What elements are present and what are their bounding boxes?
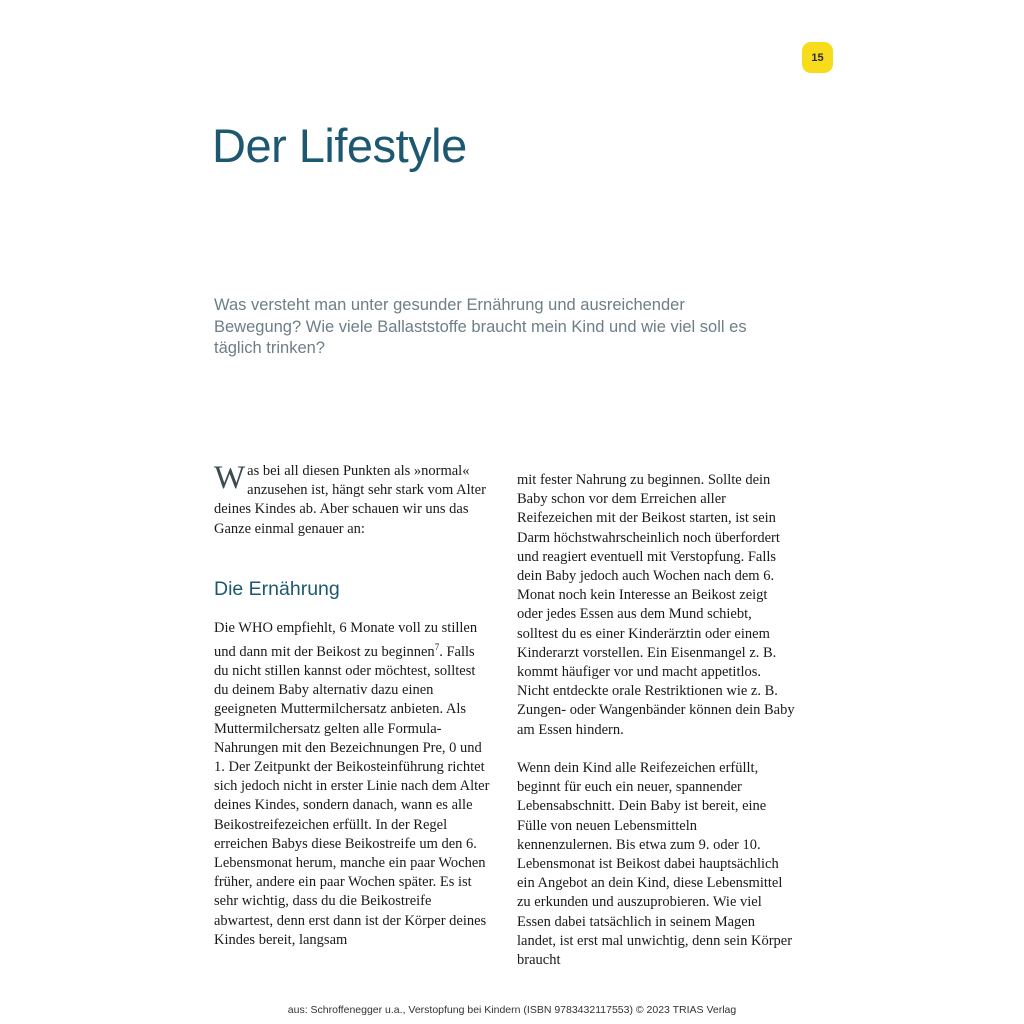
chapter-title: Der Lifestyle xyxy=(212,119,467,172)
chapter-intro: Was versteht man unter gesunder Ernährung und ausreichender Bewegung? Wie viele Ballaststoffe braucht mein Kind und wie viel soll es täglich trinken? xyxy=(214,296,747,357)
opening-paragraph xyxy=(214,462,492,539)
section-paragraph xyxy=(214,619,492,950)
source-footer: aus: Schroffenegger u.a., Verstopfung bei Kindern (ISBN 9783432117553) © 2023 TRIAS Verlag xyxy=(287,1004,737,1016)
left-column xyxy=(214,462,492,950)
right-column xyxy=(517,471,795,970)
section-text-start: Die WHO empfiehlt, 6 Monate voll zu stillen und dann mit der Beikost zu beginnen xyxy=(214,619,478,660)
page-number-badge: 15 xyxy=(802,42,833,73)
section-text-end: . Falls du nicht stillen kannst oder möchtest, solltest du deinem Baby alternativ dazu einen geeigneten Muttermilchersatz anbieten. Als Muttermilchersatz gelten alle Formula-Nahrungen mit den Bezeichnungen Pre, 0 und 1. Der Zeitpunkt der Beikosteinführung richtet sich jedoch nicht in erster Linie nach dem Alter deines Kindes, sondern danach, wann es alle Beikostreifezeichen erfüllt. In der Regel erreichen Babys diese Beikostreife um den 6. Lebensmonat herum, manche ein paar Wochen früher, andere ein paar Wochen später. Es ist sehr wichtig, dass du die Beikostreife abwartest, denn erst dann ist der Körper deines Kindes bereit, langsam xyxy=(214,643,490,948)
right-paragraph-1: mit fester Nahrung zu beginnen. Sollte dein Baby schon vor dem Erreichen aller Reifezeichen mit der Beikost starten, ist sein Darm höchstwahrscheinlich noch überfordert und reagiert eventuell mit Verstopfung. Falls dein Baby jedoch auch Wochen nach dem 6. Monat noch kein Interesse an Beikost zeigt oder jedes Essen aus dem Mund schiebt, solltest du es einer Kinderärztin oder einem Kinderarzt vorstellen. Ein Eisenmangel z. B. kommt häufiger vor und macht appetitlos. Nicht entdeckte orale Restriktionen wie z. B. Zungen- oder Wangenbänder können dein Baby am Essen hindern. xyxy=(517,472,795,738)
footnote-reference: 7 xyxy=(434,642,440,653)
right-paragraph-2: Wenn dein Kind alle Reifezeichen erfüllt, beginnt für euch ein neuer, spannender Lebensabschnitt. Dein Baby ist bereit, eine Fülle von neuen Lebensmitteln kennenzulernen. Bis etwa zum 9. oder 10. Lebensmonat ist Beikost dabei hauptsächlich ein Angebot an dein Kind, diese Lebensmittel zu erkunden und auszuprobieren. Wie viel Essen dabei tatsächlich in seinem Magen landet, ist erst mal unwichtig, denn sein Körper braucht xyxy=(517,760,793,969)
opening-text: as bei all diesen Punkten als »normal« anzusehen ist, hängt sehr stark vom Alter deines Kindes ab. Aber schauen wir uns das Ganze einmal genauer an: xyxy=(214,463,486,537)
section-heading: Die Ernährung xyxy=(214,577,340,600)
drop-cap: W xyxy=(214,460,246,496)
